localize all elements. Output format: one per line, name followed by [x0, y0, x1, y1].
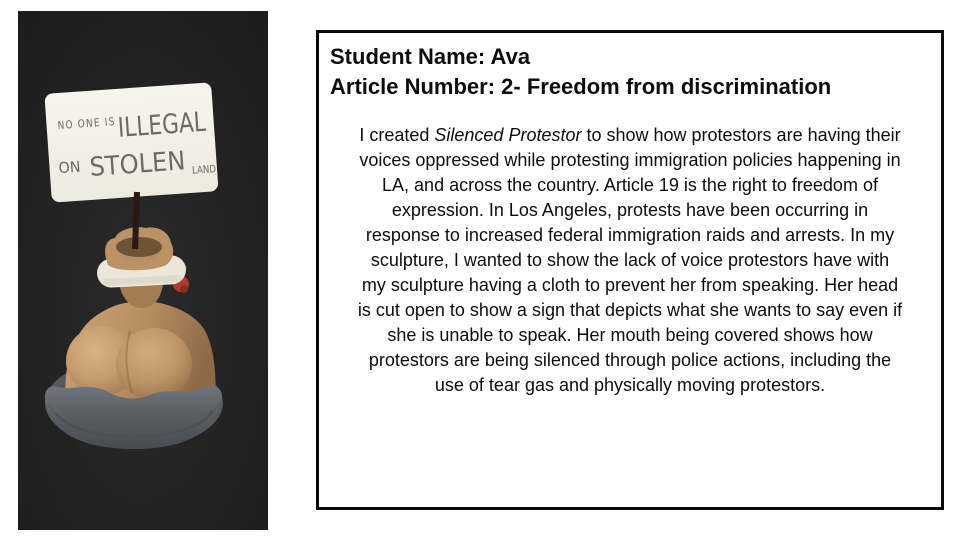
description-line: response to increased federal immigration raids and arrests. In my — [365, 225, 895, 245]
description-line: I created Silenced Protestor to show how protestors are having their — [359, 125, 901, 145]
sculpture-photo — [18, 11, 268, 530]
protest-sign — [44, 82, 229, 202]
sign-text-illegal: ILLEGAL — [116, 105, 229, 144]
description-line: my sculpture having a cloth to prevent her from speaking. Her head — [361, 275, 899, 295]
description-line: LA, and across the country. Article 19 is the right to freedom of — [382, 175, 878, 195]
artwork-title-italic: Silenced Protestor — [434, 125, 582, 145]
caption-box — [316, 30, 944, 510]
caption-header — [330, 42, 930, 102]
sign-text-no-one-is: NO ONE IS — [57, 114, 130, 133]
student-name-heading: Student Name: Ava — [330, 44, 531, 69]
sculpture-illustration — [18, 11, 268, 530]
description-line: expression. In Los Angeles, protests have been occurring in — [391, 200, 869, 220]
artwork-description — [330, 123, 930, 398]
sign-text-land: LAND — [191, 162, 222, 177]
description-line: use of tear gas and physically moving protestors. — [434, 375, 826, 395]
article-number-heading: Article Number: 2- Freedom from discrimination — [330, 74, 832, 99]
description-line: sculpture, I wanted to show the lack of voice protestors have with — [370, 250, 890, 270]
description-line: protestors are being silenced through police actions, including the — [368, 350, 892, 370]
description-line: she is unable to speak. Her mouth being covered shows how — [387, 325, 873, 345]
sign-text-stolen: STOLEN — [88, 145, 194, 183]
description-line: voices oppressed while protesting immigration policies happening in — [359, 150, 901, 170]
sign-text-on: ON — [57, 157, 83, 178]
description-line: is cut open to show a sign that depicts what she wants to say even if — [357, 300, 903, 320]
